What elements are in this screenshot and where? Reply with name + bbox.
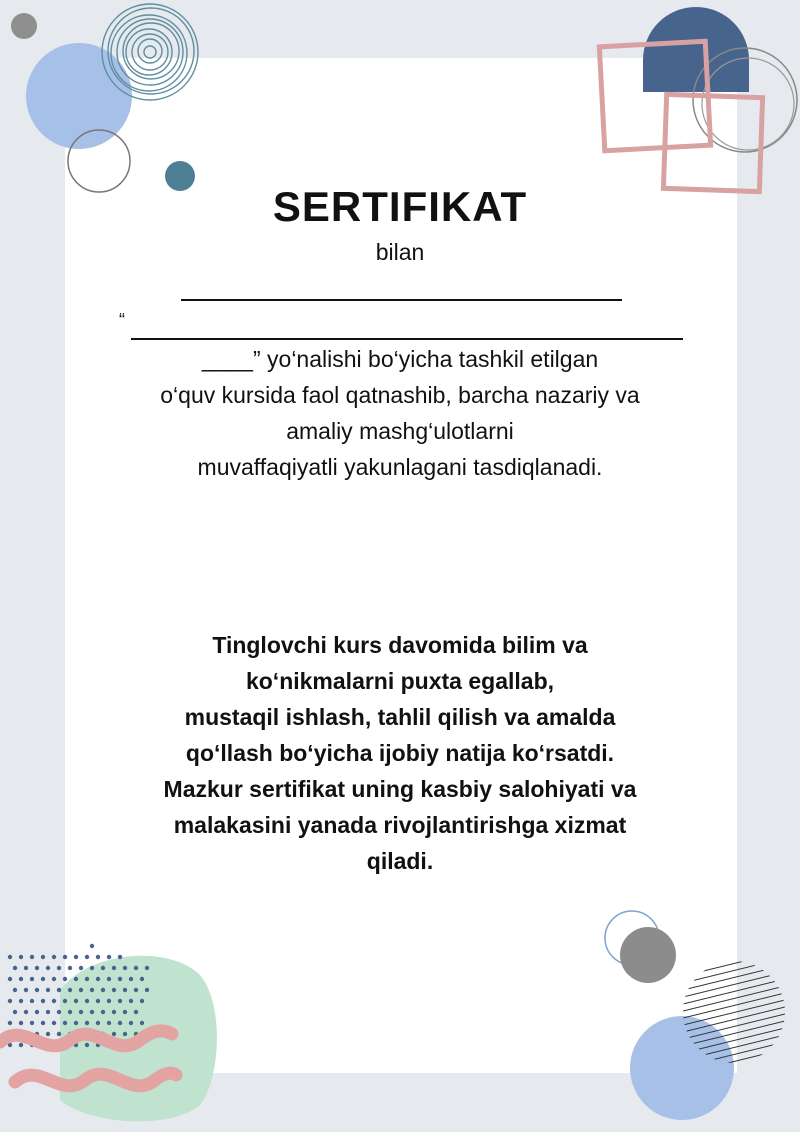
dot-decoration	[57, 988, 61, 992]
dot-decoration	[19, 999, 23, 1003]
dot-decoration	[35, 966, 39, 970]
dot-decoration	[8, 955, 12, 959]
bold-line-4: qo‘llash bo‘yicha ijobiy natija ko‘rsatdi.	[185, 740, 615, 766]
dot-decoration	[35, 988, 39, 992]
pink-wave-lower-decoration	[15, 1073, 176, 1086]
dot-decoration	[8, 1021, 12, 1025]
dot-decoration	[13, 966, 17, 970]
body-line-2: o‘quv kursida faol qatnashib, barcha nazariy va	[160, 382, 640, 408]
dot-decoration	[30, 1021, 34, 1025]
dot-decoration	[13, 1032, 17, 1036]
dot-decoration	[46, 988, 50, 992]
dot-decoration	[35, 1032, 39, 1036]
dot-decoration	[41, 955, 45, 959]
dot-decoration	[8, 999, 12, 1003]
dot-decoration	[52, 999, 56, 1003]
bold-line-6: malakasini yanada rivojlantirishga xizmat	[173, 812, 627, 838]
dot-decoration	[41, 1021, 45, 1025]
bold-line-7: qiladi.	[366, 848, 434, 874]
dot-decoration	[41, 999, 45, 1003]
dot-decoration	[24, 1032, 28, 1036]
certificate-title: SERTIFIKAT	[272, 183, 528, 230]
dot-decoration	[13, 988, 17, 992]
gray-dot-decoration	[11, 13, 37, 39]
bold-line-5: Mazkur sertifikat uning kasbiy salohiyati va	[163, 776, 637, 802]
dot-decoration	[19, 1043, 23, 1047]
dot-decoration	[35, 1010, 39, 1014]
dot-decoration	[8, 977, 12, 981]
dot-decoration	[57, 1032, 61, 1036]
dot-decoration	[52, 955, 56, 959]
dot-decoration	[30, 999, 34, 1003]
bold-line-3: mustaqil ishlash, tahlil qilish va amalda	[184, 704, 616, 730]
dot-decoration	[41, 977, 45, 981]
dot-decoration	[19, 977, 23, 981]
bold-line-1: Tinglovchi kurs davomida bilim va	[212, 632, 588, 658]
body-line-1: ____” yo‘nalishi bo‘yicha tashkil etilgan	[201, 346, 599, 372]
dot-decoration	[8, 1043, 12, 1047]
dot-decoration	[46, 966, 50, 970]
dot-decoration	[30, 977, 34, 981]
dot-decoration	[52, 1043, 56, 1047]
dot-decoration	[46, 1010, 50, 1014]
course-blank-line	[131, 338, 683, 340]
certificate-subtitle: bilan	[375, 239, 425, 265]
opening-quote: “	[119, 310, 125, 330]
dot-decoration	[46, 1032, 50, 1036]
body-line-4: muvaffaqiyatli yakunlagani tasdiqlanadi.	[197, 454, 603, 480]
dot-decoration	[24, 1010, 28, 1014]
dot-decoration	[24, 966, 28, 970]
dot-decoration	[41, 1043, 45, 1047]
dot-decoration	[30, 955, 34, 959]
body-line-3: amaliy mashg‘ulotlarni	[286, 418, 514, 444]
name-blank-line	[181, 299, 622, 301]
dot-decoration	[57, 1010, 61, 1014]
dot-decoration	[19, 955, 23, 959]
dot-decoration	[19, 1021, 23, 1025]
dot-decoration	[30, 1043, 34, 1047]
dot-decoration	[24, 988, 28, 992]
bold-line-2: ko‘nikmalarni puxta egallab,	[245, 668, 555, 694]
dot-decoration	[57, 966, 61, 970]
dot-decoration	[52, 1021, 56, 1025]
dot-decoration	[52, 977, 56, 981]
dot-decoration	[13, 1010, 17, 1014]
